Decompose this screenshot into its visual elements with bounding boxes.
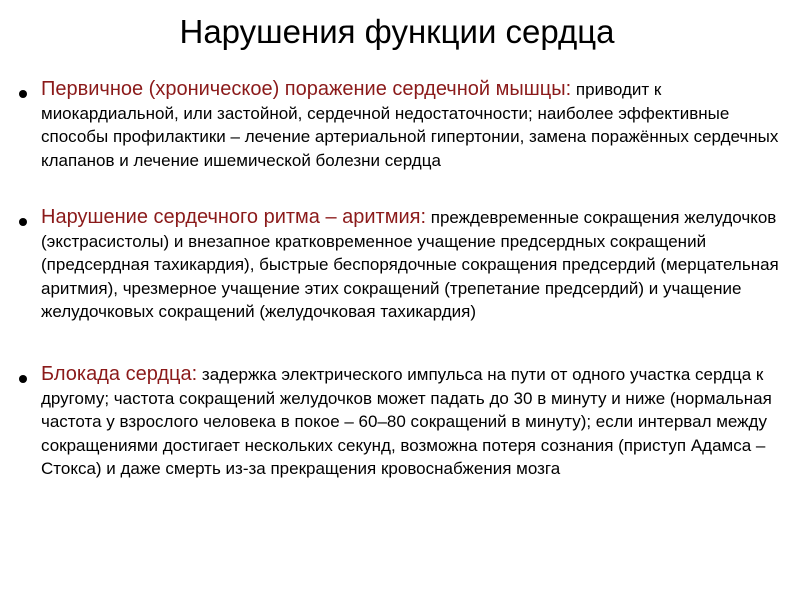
bullet-dot-icon	[19, 90, 27, 98]
bullet-dot-icon	[19, 218, 27, 226]
bullet-text	[41, 206, 786, 324]
bullet-heading: Нарушение сердечного ритма – аритмия:	[41, 206, 427, 228]
bullet-text	[41, 363, 786, 481]
bullet-body: преждевременные сокращения желудочков (экстрасистолы) и внезапное кратковременное учащение предсердных сокращений (предсердная тахикардия), быстрые беспорядочные сокращения предсердий (мерцательная аритмия), чрезмерное учащение этих сокращений (трепетание предсердий) и учащение желудочковых сокращений (желудочковая тахикардия)	[41, 208, 779, 322]
bullet-body: задержка электрического импульса на пути от одного участка сердца к другому; частота сокращений желудочков может падать до 30 в минуту и ниже (нормальная частота у взрослого человека в покое – 60–80 сокращений в минуту); если интервал между сокращениями достигает нескольких секунд, возможна потеря сознания (приступ Адамса – Стокса) и даже смерть из-за прекращения кровоснабжения мозга	[41, 365, 772, 479]
bullet-dot-icon	[19, 375, 27, 383]
bullet-heading: Первичное (хроническое) поражение сердечной мышцы:	[41, 78, 572, 100]
bullet-text	[41, 78, 786, 172]
slide-title: Нарушения функции сердца	[179, 13, 615, 50]
bullet-body: приводит к миокардиальной, или застойной, сердечной недостаточности; наиболее эффективные способы профилактики – лечение артериальной гипертонии, замена поражённых сердечных клапанов и лечение ишемической болезни сердца	[41, 80, 779, 170]
bullet-heading: Блокада сердца:	[41, 363, 198, 385]
